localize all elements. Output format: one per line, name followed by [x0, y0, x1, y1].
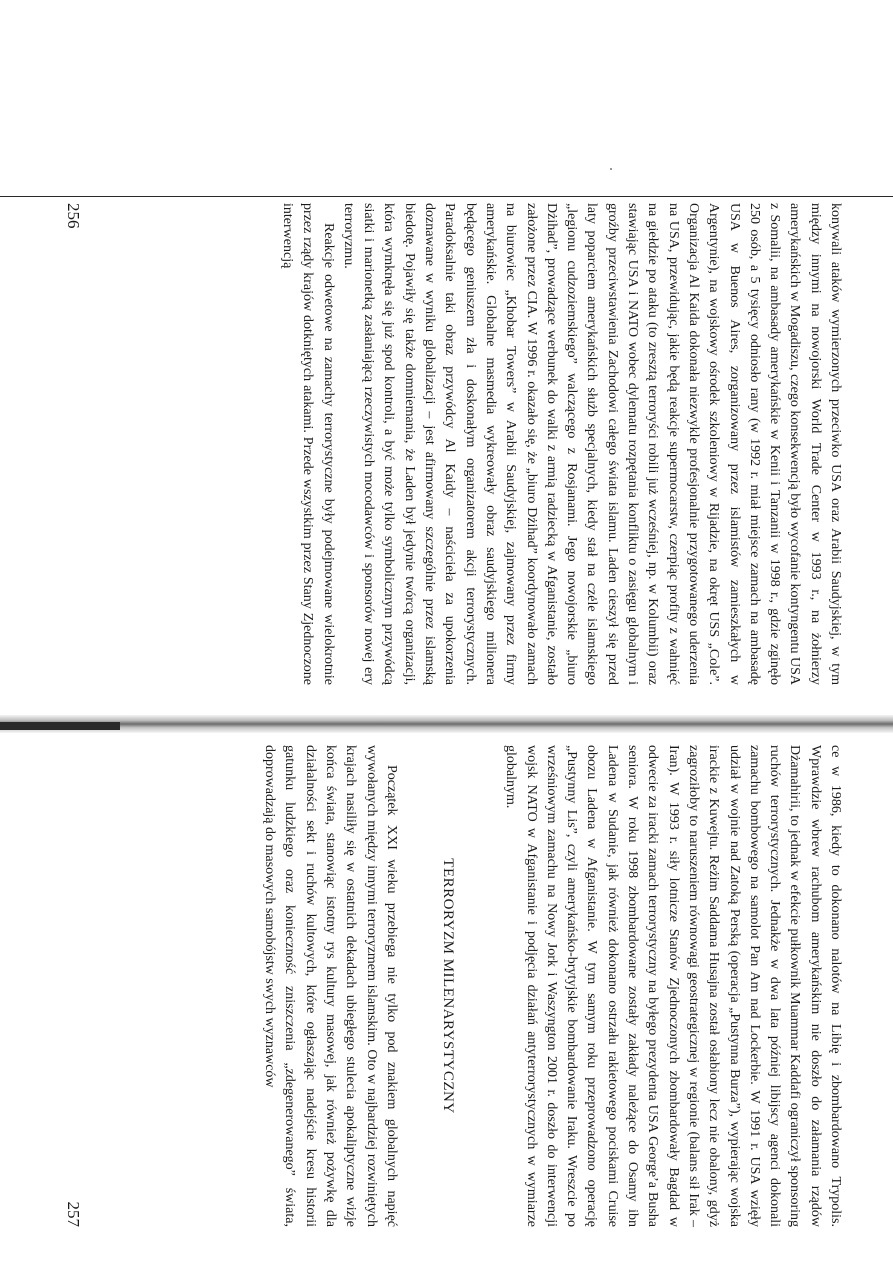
left-paragraph-2: Reakcje odwetowe na zamachy terrorystyczne były podejmowane wielokrotnie przez rządy krajów dotkniętych atakami. Przede wszystkim przez Stany Zjednoczone interwencją	[279, 203, 336, 685]
book-gutter	[0, 715, 893, 733]
section-heading: TERRORYZM MILENARYSTYCZNY	[439, 858, 456, 1114]
left-page	[65, 203, 845, 685]
right-paragraph-2: Początek XXI wieku przebiega nie tylko pod znakiem globalnych napięć wywołanych między innymi terroryzmem islamskim. Oto w najbardziej rozwiniętych krajach nasiliły się w ostatnich dekadach ubiegłego stulecia apokaliptyczne wizje końca świata, stanowiąc istotny rys kultury masowej, jak również pożywkę dla działalności sekt i ruchów kultowych, które ogłaszając nadejście kresu historii gatunku ludzkiego oraz konieczność zniszczenia „zdegenerowanego” świata, doprowadzają do masowych samobójstw swych wyznawców	[262, 745, 399, 1227]
right-paragraph-1: ce w 1986, kiedy to dokonano nalotów na Libię i zbombardowano Trypolis. Wprawdzie wbrew rachubom amerykańskim nie doszło do załamania rządów Dżamahirii, to jednak w efekcie pułkownik Muammar Kaddafi ograniczył sponsoring ruchów terrorystycznych. Jednakże w dwa lata później libijscy agenci dokonali zamachu bombowego na samolot Pan Am nad Lockerbie. W 1991 r. USA wzięły udział w wojnie nad Zatoką Perską (operacja „Pustynna Burza”), wypierając wojska irackie z Kuwejtu. Reżim Saddama Husajna został osłabiony lecz nie obalony, gdyż zagroziłoby to naruszeniem równowagi geostrategicznej w regionie (balans sił Irak – Iran). W 1993 r. siły lotnicze Stanów Zjednoczonych zbombardowały Bagdad w odwecie za iracki zamach terrorystyczny na byłego prezydenta USA George’a Busha seniora. W roku 1998 zbombardowane zostały zakłady należące do Osamy ibn Ladena w Sudanie, jak również dokonano ostrzału rakietowego pociskami Cruise obozu Ladena w Afganistanie. W tym samym roku przeprowadzono operację „Pustynny Lis”, czyli amerykańsko-brytyjskie bombardowanie Iraku. Wreszcie po wrześniowym zamachu na Nowy Jork i Waszyngton 2001 r. doszło do interwencji wojsk NATO w Afganistanie i podjęcia działań antyterrorystycznych w wymiarze globalnym.	[503, 745, 843, 1227]
page-number: 257	[64, 1201, 83, 1227]
page-top-edge	[0, 196, 893, 197]
right-page	[65, 745, 845, 1227]
page-number: 256	[64, 203, 83, 229]
gutter-shadow	[0, 722, 120, 730]
left-paragraph-1: konywali ataków wymierzonych przeciwko USA oraz Arabii Saudyjskiej, w tym między innymi na nowojorski World Trade Center w 1993 r., na żołnierzy amerykańskich w Mogadiszu, czego konsekwencją było wycofanie kontyngentu USA z Somalii, na ambasady amerykańskie w Kenii i Tanzanii w 1998 r., gdzie zginęło 250 osób, a 5 tysięcy odniosło rany (w 1992 r. miał miejsce zamach na ambasadę USA w Buenos Aires, zorganizowany przez islamistów zamieszkałych w Argentynie), na wojskowy ośrodek szkoleniowy w Rijadzie, na okręt USS „Cole”. Organizacja Al Kaida dokonała niezwykle profesjonalnie przygotowanego uderzenia na USA, przewidując, jakie będą reakcje supermocarstw, czerpiąc profity z wahnięć na giełdzie po ataku (to zresztą terroryści robili już wcześniej, np. w Kolumbii) oraz stawiając USA i NATO wobec dylematu rozpętania konfliktu o zasięgu globalnym i groźby przeciwstawienia Zachodowi całego świata islamu. Laden cieszył się przed laty poparciem amerykańskich służb specjalnych, kiedy stał na czele islamskiego „legionu cudzoziemskiego” walczącego z Rosjanami. Jego nowojorskie „biuro Dżihad”, prowadzące werbunek do walki z armią radziecką w Afganistanie, zostało założone przez CIA. W 1996 r. okazało się, że „biuro Dżihad” koordynowało zamach na biurowiec „Khobar Towers” w Arabii Saudyjskiej, zajmowany przez firmy amerykańskie. Globalne masmedia wykreowały obraz saudyjskiego milionera będącego geniuszem zła i doskonałym organizatorem akcji terrorystycznych. Paradoksalnie taki obraz przywódcy Al Kaidy – naścicieła za upokorzenia doznawane w wyniku globalizacji – jest afirmowany szczególnie przez islamską biedotę. Pojawiły się także domniemania, że Laden był jedynie twórcą organizacji, która wymknęła się już spod kontroli, a być może tylko symbolicznym przywódcą siatki i marionetką zasłaniającą rzeczywistych mocodawców i sponsorów nowej ery terroryzmu.	[340, 203, 843, 685]
scan-speck	[610, 168, 612, 170]
